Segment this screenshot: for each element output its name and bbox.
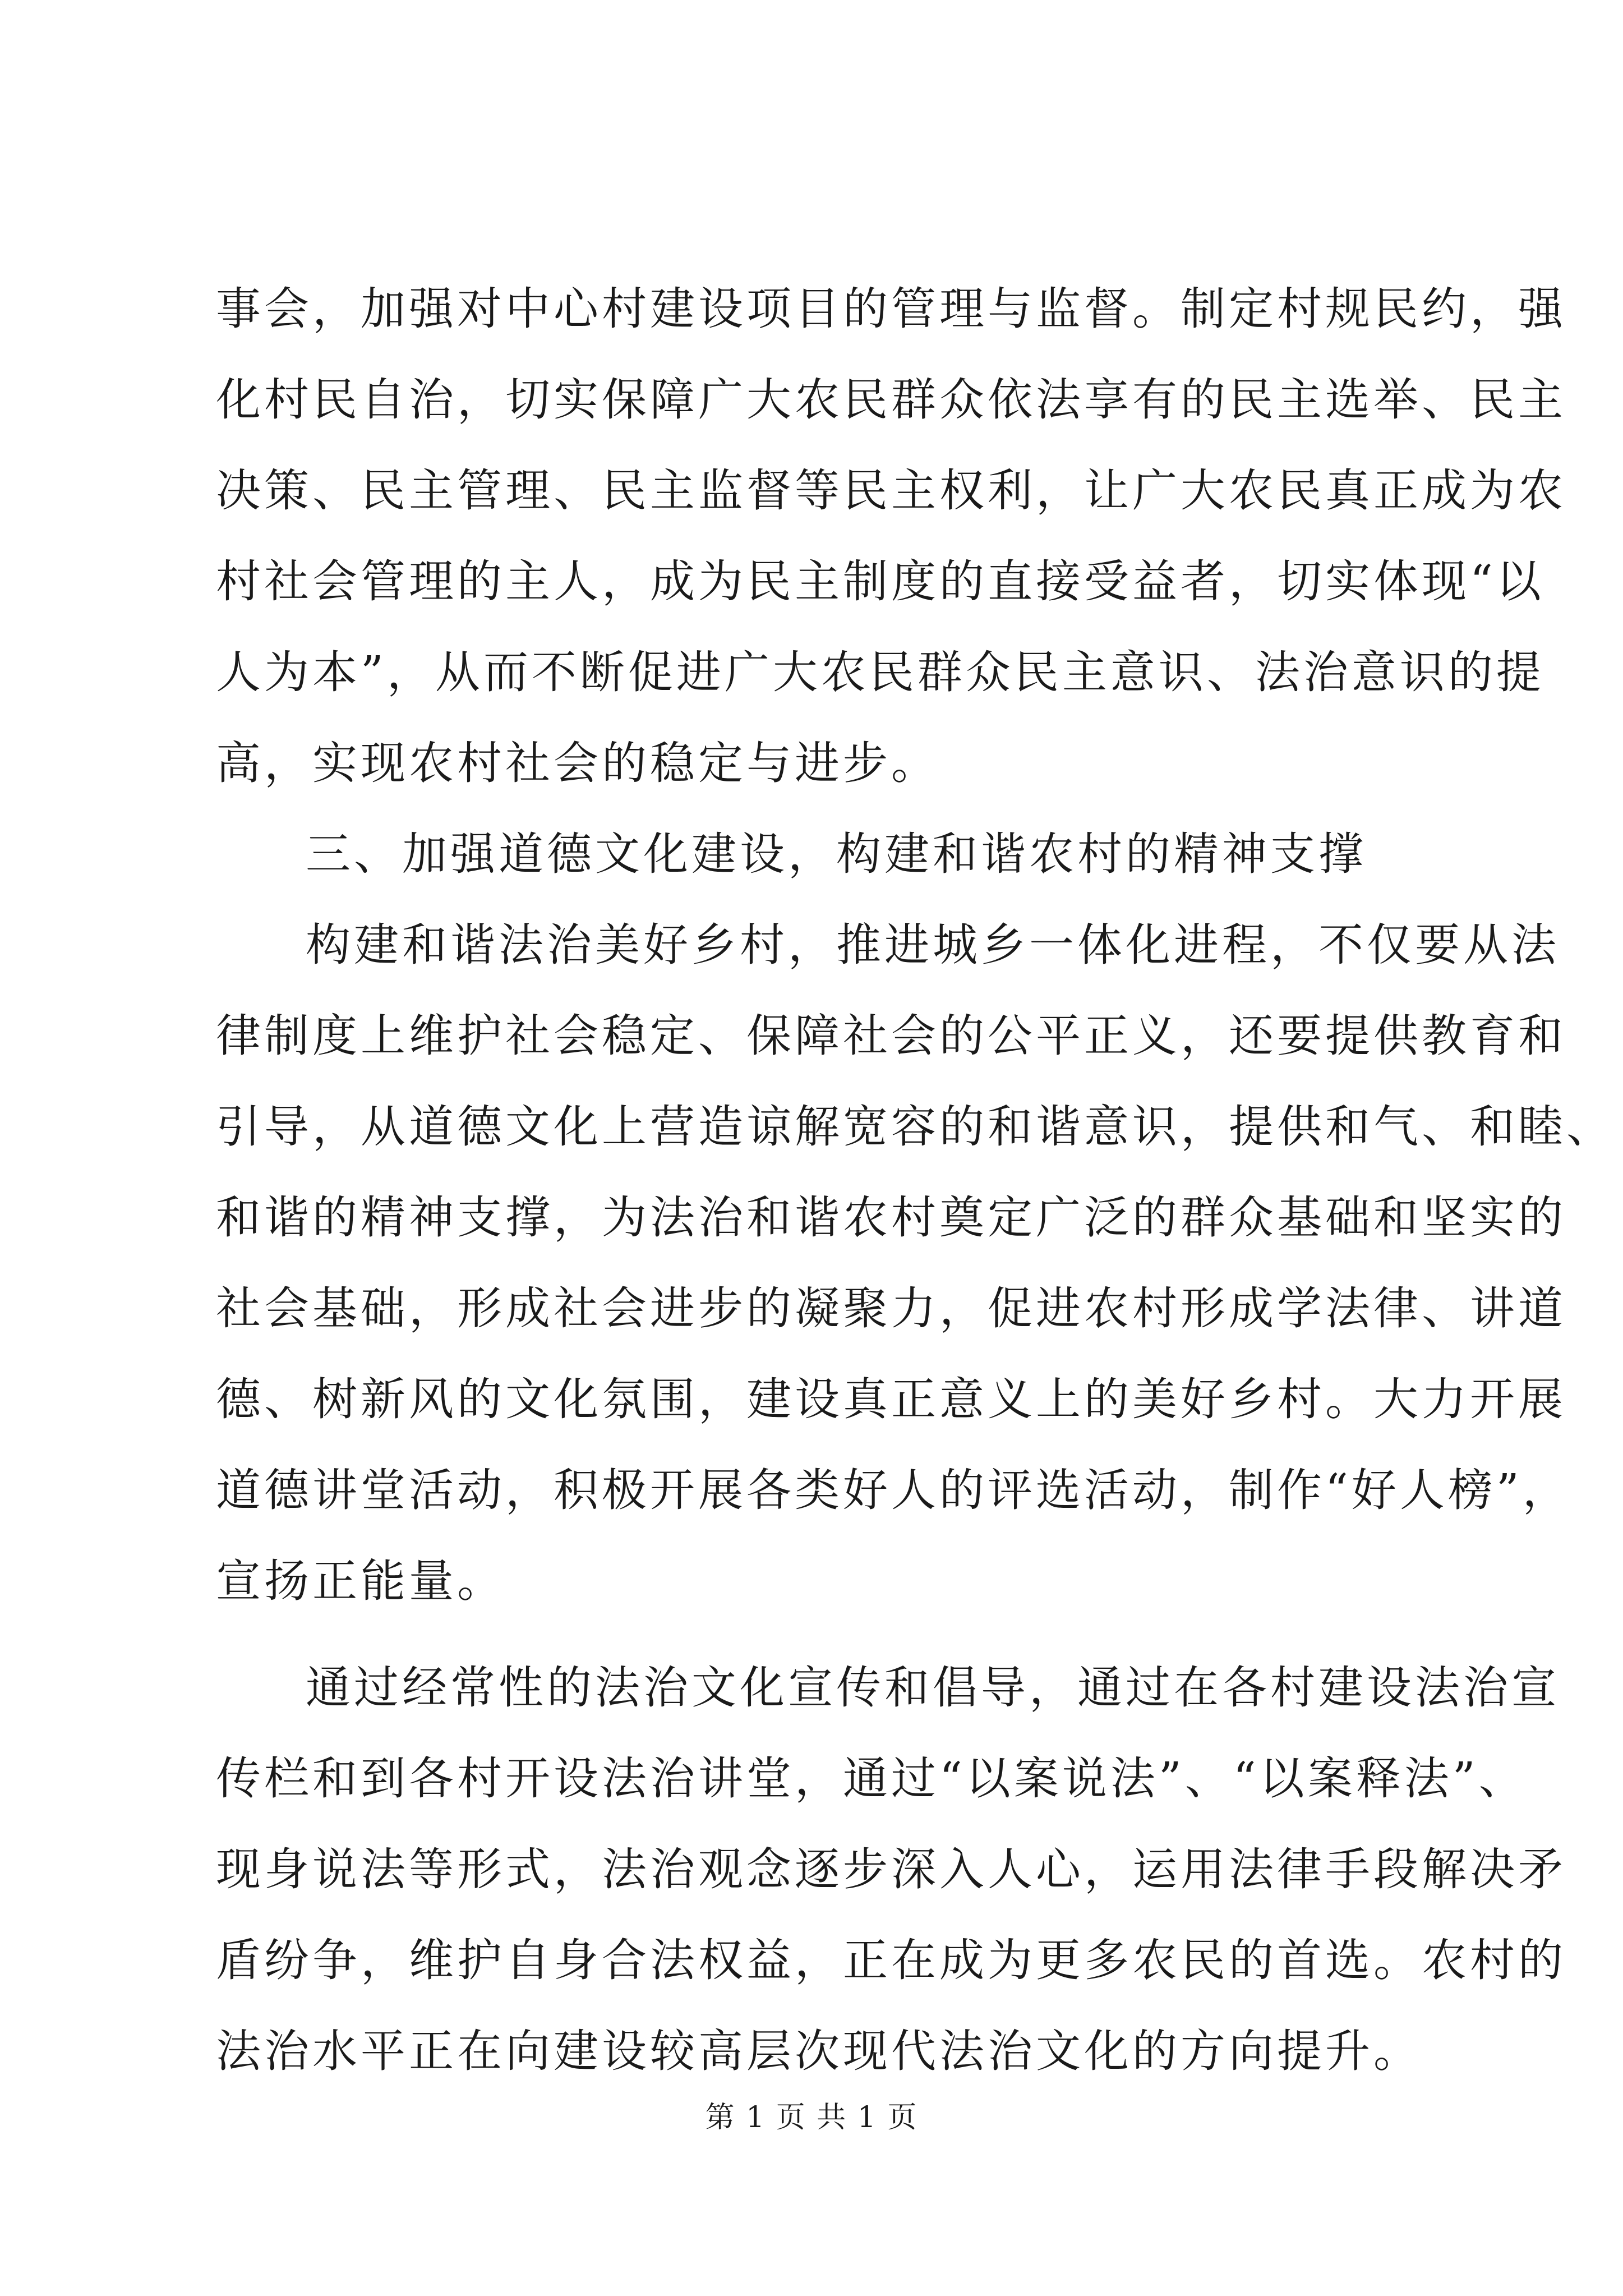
page-footer: 第 1 页 共 1 页 [705, 2101, 918, 2134]
text-line: 传栏和到各村开设法治讲堂，通过“以案说法”、“以案释法”、 [216, 1752, 1527, 1805]
text-line: 盾纷争，维护自身合法权益，正在成为更多农民的首选。农村的 [216, 1934, 1566, 1986]
text-line: 道德讲堂活动，积极开展各类好人的评选活动，制作“好人榜”， [216, 1464, 1571, 1516]
text-line: 法治水平正在向建设较高层次现代法治文化的方向提升。 [216, 2025, 1422, 2077]
text-line: 通过经常性的法治文化宣传和倡导，通过在各村建设法治宣 [306, 1662, 1560, 1714]
text-line: 人为本”，从而不断促进广大农民群众民主意识、法治意识的提 [216, 646, 1544, 698]
text-line: 决策、民主管理、民主监督等民主权利，让广大农民真正成为农 [216, 464, 1566, 517]
text-line: 现身说法等形式，法治观念逐步深入人心，运用法律手段解决矛 [216, 1843, 1566, 1895]
text-line: 德、树新风的文化氛围，建设真正意义上的美好乡村。大力开展 [216, 1373, 1566, 1425]
text-line: 宣扬正能量。 [216, 1555, 505, 1607]
body-text [216, 264, 1615, 2097]
text-line: 化村民自治，切实保障广大农民群众依法享有的民主选举、民主 [216, 374, 1566, 426]
text-line: 事会，加强对中心村建设项目的管理与监督。制定村规民约，强 [216, 283, 1566, 335]
section-heading: 三、加强道德文化建设，构建和谐农村的精神支撑 [306, 828, 1367, 880]
text-line: 和谐的精神支撑，为法治和谐农村奠定广泛的群众基础和坚实的 [216, 1191, 1566, 1244]
text-line: 律制度上维护社会稳定、保障社会的公平正义，还要提供教育和 [216, 1010, 1566, 1062]
text-line: 高，实现农村社会的稳定与进步。 [216, 737, 939, 789]
text-line: 引导，从道德文化上营造谅解宽容的和谐意识，提供和气、和睦、 [216, 1101, 1615, 1153]
text-line: 构建和谐法治美好乡村，推进城乡一体化进程，不仅要从法 [306, 919, 1560, 971]
text-line: 社会基础，形成社会进步的凝聚力，促进农村形成学法律、讲道 [216, 1282, 1566, 1335]
text-line: 村社会管理的主人，成为民主制度的直接受益者，切实体现“以 [216, 555, 1544, 608]
